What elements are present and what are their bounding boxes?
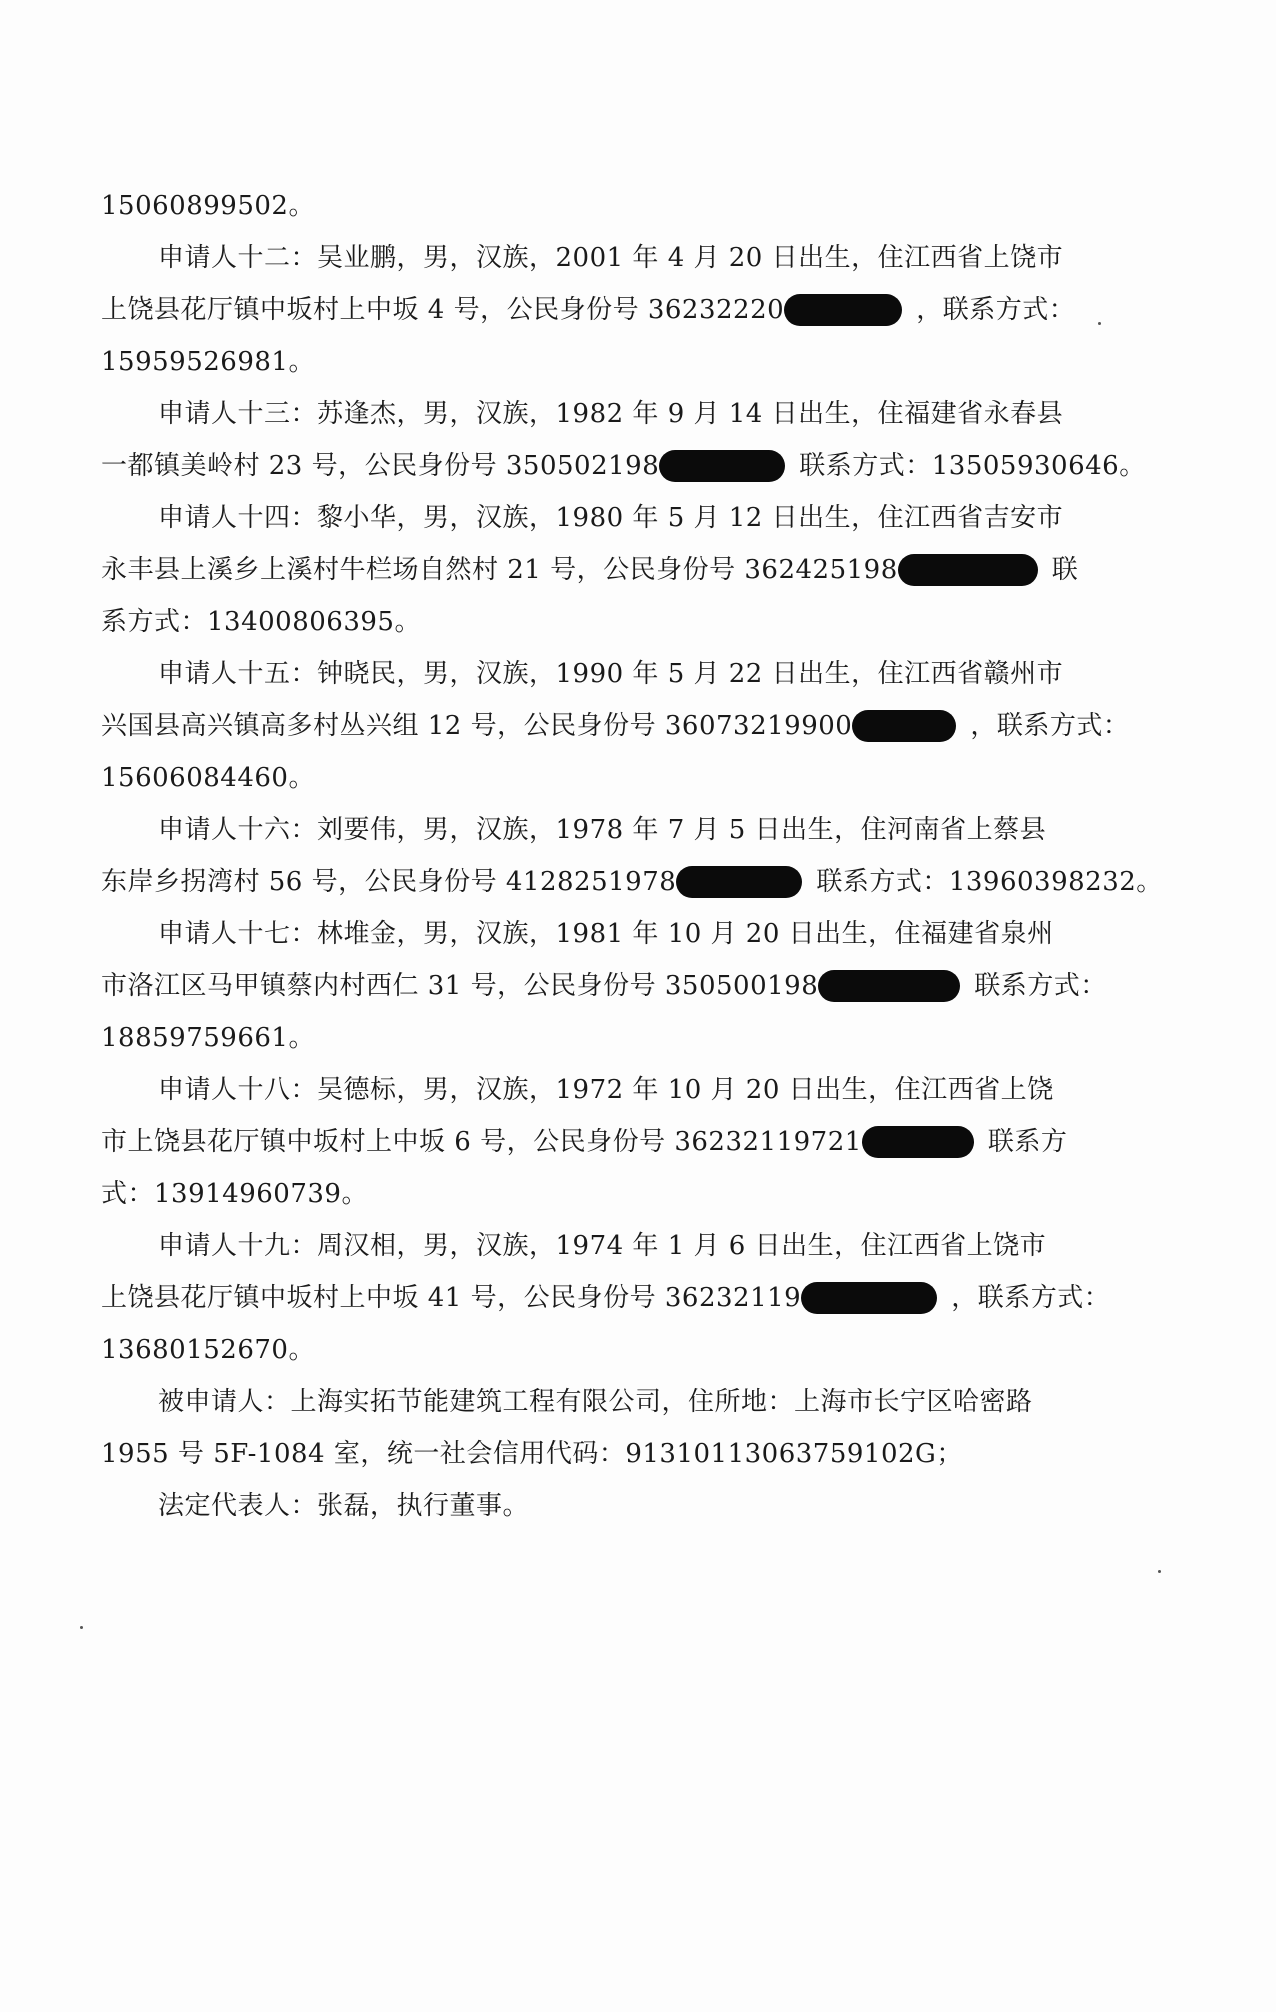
text-line [101, 342, 315, 382]
text-segment: 市洛江区马甲镇蔡内村西仁 31 号，公民身份号 350500198 [101, 971, 819, 1001]
text-segment: 申请人十五：钟晓民，男，汉族，1990 年 5 月 22 日出生，住江西省赣州市 [158, 659, 1064, 689]
text-segment: 市上饶县花厅镇中坂村上中坂 6 号，公民身份号 36232119721 [101, 1127, 862, 1157]
text-segment: 永丰县上溪乡上溪村牛栏场自然村 21 号，公民身份号 362425198 [101, 555, 898, 585]
text-segment: 式：13914960739。 [101, 1179, 368, 1209]
text-segment: 联系方式：13960398232。 [816, 867, 1163, 897]
text-line [158, 810, 1046, 850]
text-segment: 15060899502。 [101, 191, 315, 221]
text-line [101, 290, 1075, 330]
text-segment: 东岸乡拐湾村 56 号，公民身份号 4128251978 [101, 867, 677, 897]
text-line [101, 186, 315, 226]
text-line [101, 602, 421, 642]
text-line [101, 758, 315, 798]
redaction-mark [784, 294, 902, 326]
text-line [101, 1174, 368, 1214]
text-line [101, 966, 1107, 1006]
text-line [158, 394, 1063, 434]
text-segment: 法定代表人：张磊，执行董事。 [158, 1491, 530, 1521]
text-segment: 一都镇美岭村 23 号，公民身份号 350502198 [101, 451, 660, 481]
text-line [158, 1486, 529, 1526]
text-line [158, 1070, 1054, 1110]
text-segment: 申请人十七：林堆金，男，汉族，1981 年 10 月 20 日出生，住福建省泉州 [158, 919, 1054, 949]
text-line [101, 1278, 1110, 1318]
text-segment: 联系方式：13505930646。 [799, 451, 1146, 481]
text-line [158, 654, 1063, 694]
text-segment: 18859759661。 [101, 1023, 315, 1053]
text-segment: 申请人十二：吴业鹏，男，汉族，2001 年 4 月 20 日出生，住江西省上饶市 [158, 243, 1064, 273]
scan-speck [1158, 1570, 1161, 1573]
text-segment: 15606084460。 [101, 763, 315, 793]
text-line [101, 862, 1163, 902]
text-segment: ，联系方式： [970, 711, 1130, 741]
text-segment: ，联系方式： [916, 295, 1076, 325]
text-line [101, 1330, 315, 1370]
text-line [158, 914, 1054, 954]
text-segment: 联系方式： [974, 971, 1107, 1001]
text-line [101, 550, 1078, 590]
text-segment: 13680152670。 [101, 1335, 315, 1365]
text-segment: 兴国县高兴镇高多村丛兴组 12 号，公民身份号 36073219900 [101, 711, 853, 741]
text-line [101, 446, 1146, 486]
scan-speck [80, 1626, 83, 1629]
redaction-mark [818, 970, 960, 1002]
text-segment: 申请人十八：吴德标，男，汉族，1972 年 10 月 20 日出生，住江西省上饶 [158, 1075, 1054, 1105]
text-segment: 系方式：13400806395。 [101, 607, 421, 637]
text-segment: 被申请人：上海实拓节能建筑工程有限公司，住所地：上海市长宁区哈密路 [158, 1387, 1033, 1417]
text-segment: 上饶县花厅镇中坂村上中坂 4 号，公民身份号 36232220 [101, 295, 785, 325]
text-line [101, 706, 1129, 746]
redaction-mark [898, 554, 1038, 586]
text-line [158, 1382, 1033, 1422]
text-segment: 15959526981。 [101, 347, 315, 377]
text-segment: ，联系方式： [951, 1283, 1111, 1313]
redaction-mark [862, 1126, 974, 1158]
text-segment: 上饶县花厅镇中坂村上中坂 41 号，公民身份号 36232119 [101, 1283, 802, 1313]
redaction-mark [659, 450, 785, 482]
redaction-mark [801, 1282, 937, 1314]
text-segment: 联系方 [987, 1127, 1068, 1157]
text-line [101, 1122, 1067, 1162]
text-segment: 联 [1051, 555, 1079, 585]
scan-speck [1098, 322, 1101, 325]
text-line [101, 1434, 963, 1474]
text-line [158, 498, 1063, 538]
text-segment: 申请人十九：周汉相，男，汉族，1974 年 1 月 6 日出生，住江西省上饶市 [158, 1231, 1047, 1261]
text-segment: 1955 号 5F-1084 室，统一社会信用代码：91310113063759102G； [101, 1439, 963, 1469]
text-segment: 申请人十三：苏逢杰，男，汉族，1982 年 9 月 14 日出生，住福建省永春县 [158, 399, 1064, 429]
redaction-mark [852, 710, 956, 742]
text-line [158, 1226, 1046, 1266]
text-line [101, 1018, 315, 1058]
text-segment: 申请人十四：黎小华，男，汉族，1980 年 5 月 12 日出生，住江西省吉安市 [158, 503, 1064, 533]
text-segment: 申请人十六：刘要伟，男，汉族，1978 年 7 月 5 日出生，住河南省上蔡县 [158, 815, 1047, 845]
redaction-mark [676, 866, 802, 898]
text-line [158, 238, 1063, 278]
